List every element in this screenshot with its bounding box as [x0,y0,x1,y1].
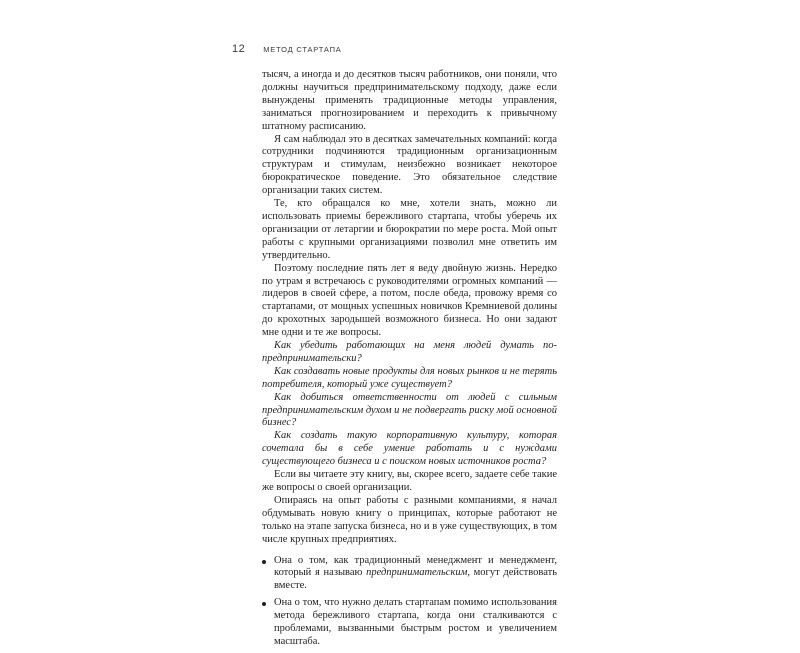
paragraph: Я сам наблюдал это в десятках замечательных компаний: когда сотрудники подчиняются традиционным организационным структурам и стимулам, неизбежно возникает некоторое бюрократическое поведение. Это обязательное следствие организации таких систем. [262,133,557,197]
paragraph: Те, кто обращался ко мне, хотели знать, можно ли использовать приемы бережливого стартапа, чтобы уберечь их организации от летаргии и бюрократии по мере роста. Мой опыт работы с крупными организациями позволил мне ответить им утвердительно. [262,198,557,261]
question-paragraph: Как создавать новые продукты для новых рынков и не терять потребителя, который уже существует? [262,365,557,390]
bullet-list [262,555,557,649]
bullet-icon [262,560,266,564]
paragraph: Поэтому последние пять лет я веду двойную жизнь. Нередко по утрам я встречаюсь с руководителями огромных компаний — лидеров в своей сфере, а потом, после обеда, провожу время со стартапами, от мощных успешных новичков Кремниевой долины до крохотных зародышей возможного бизнеса. Но они задают мне одни и те же вопросы. [262,262,557,339]
question-paragraph: Как убедить работающих на меня людей думать по-предпринимательски? [262,340,557,364]
question-paragraph: Как добиться ответственности от людей с сильным предпринимательским духом и не подвергать риску мой основной бизнес? [262,391,557,429]
running-head [232,42,342,56]
question-paragraph: Как создать такую корпоративную культуру, которая сочетала бы в себе умение работать и с нуждами существующего бизнеса и с поиском новых источников роста? [262,430,557,468]
bullet-item [262,597,557,649]
page-number: 12 [232,43,246,55]
paragraph: Опираясь на опыт работы с разными компаниями, я начал обдумывать новую книгу о принципах, которые работают не только на этапе запуска бизнеса, но и в уже существующих, в том числе крупных предприятиях. [262,494,557,545]
bullet-text-before: Она о том, что нужно делать стартапам помимо использования метода бережливого стартапа, когда они сталкиваются с проблемами, вызванными быстрым ростом и увеличением масштаба. [274,597,557,647]
running-title: МЕТОД СТАРТАПА [263,44,342,54]
bullet-item [262,555,557,594]
bullet-text-before: Она о том, как традиционный менеджмент и менеджмент, который я называю [274,554,557,579]
bullet-text-after: , могут действовать вместе. [274,567,557,592]
body-text [262,69,557,653]
paragraph: Если вы читаете эту книгу, вы, скорее всего, задаете себе такие же вопросы о своей организации. [262,469,557,493]
paragraph: тысяч, а иногда и до десятков тысяч работников, они поняли, что должны научиться предпринимательскому подходу, даже если вынуждены применять традиционные методы управления, заниматься прогнозированием и переходить к привычному штатному расписанию. [262,69,557,132]
bullet-icon [262,602,266,606]
bullet-text-italic: предпринимательским [366,567,468,579]
